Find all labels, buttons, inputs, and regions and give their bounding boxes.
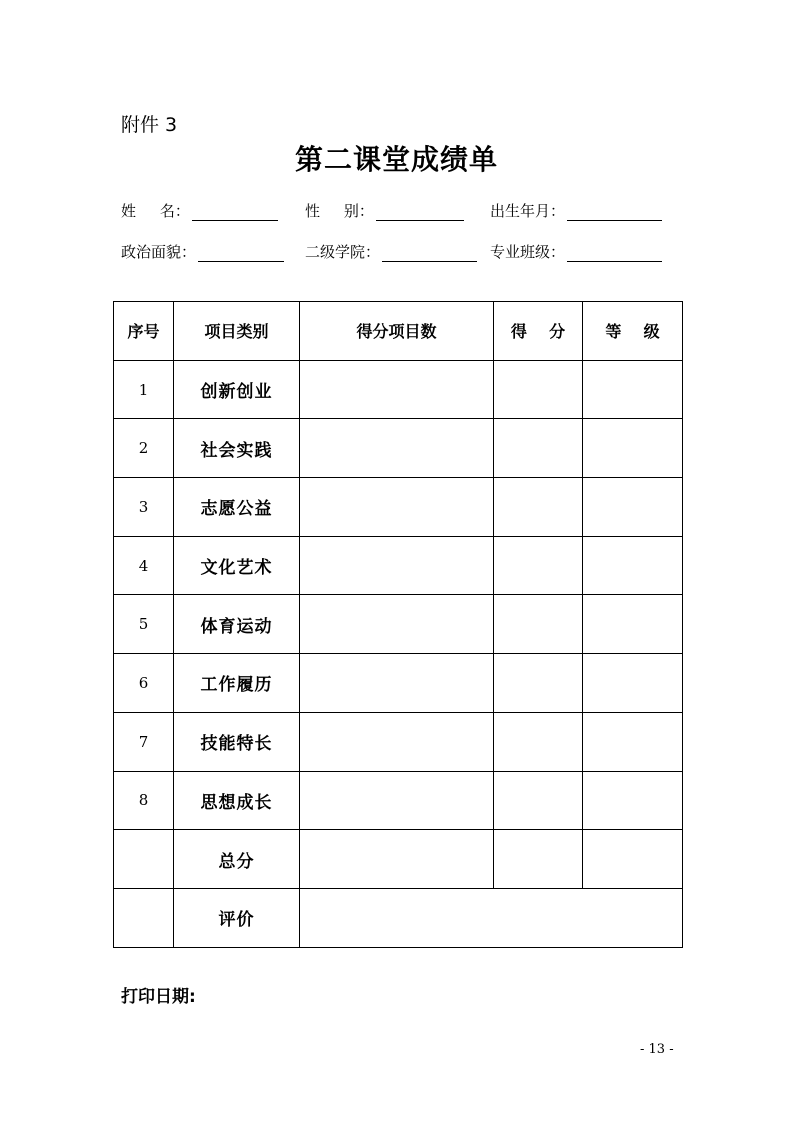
political-field bbox=[121, 238, 284, 262]
row-grade-cell[interactable] bbox=[583, 595, 683, 654]
page-title: 第二课堂成绩单 bbox=[294, 143, 498, 176]
row-count-cell[interactable] bbox=[300, 360, 494, 419]
table-row bbox=[114, 478, 683, 537]
header-category: 项目类别 bbox=[174, 302, 300, 361]
row-category: 思想成长 bbox=[174, 771, 300, 830]
row-grade-cell[interactable] bbox=[583, 712, 683, 771]
header-index: 序号 bbox=[114, 302, 174, 361]
row-category: 创新创业 bbox=[174, 360, 300, 419]
political-label: 政治面貌： bbox=[121, 243, 197, 261]
row-score-cell[interactable] bbox=[494, 595, 583, 654]
row-index: 6 bbox=[114, 654, 174, 713]
row-count-cell[interactable] bbox=[300, 712, 494, 771]
table-row bbox=[114, 771, 683, 830]
evaluation-cell[interactable] bbox=[300, 888, 683, 947]
table-row bbox=[114, 595, 683, 654]
row-score-cell[interactable] bbox=[494, 771, 583, 830]
row-category: 技能特长 bbox=[174, 712, 300, 771]
total-row bbox=[114, 830, 683, 889]
college-field bbox=[305, 238, 477, 262]
birth-blank[interactable] bbox=[567, 200, 662, 221]
table-header-row bbox=[114, 302, 683, 361]
birth-field bbox=[490, 197, 662, 221]
total-index-cell bbox=[114, 830, 174, 889]
total-score-cell[interactable] bbox=[494, 830, 583, 889]
row-score-cell[interactable] bbox=[494, 360, 583, 419]
print-date-label: 打印日期: bbox=[121, 987, 196, 1007]
header-count: 得分项目数 bbox=[300, 302, 494, 361]
row-score-cell[interactable] bbox=[494, 478, 583, 537]
major-field bbox=[490, 238, 662, 262]
major-blank[interactable] bbox=[567, 241, 662, 262]
table-row bbox=[114, 360, 683, 419]
row-index: 2 bbox=[114, 419, 174, 478]
major-label: 专业班级： bbox=[490, 243, 566, 261]
row-index: 1 bbox=[114, 360, 174, 419]
birth-label: 出生年月： bbox=[490, 202, 566, 220]
table-row bbox=[114, 712, 683, 771]
row-category: 志愿公益 bbox=[174, 478, 300, 537]
total-count-cell[interactable] bbox=[300, 830, 494, 889]
evaluation-index-cell bbox=[114, 888, 174, 947]
row-score-cell[interactable] bbox=[494, 654, 583, 713]
row-category: 工作履历 bbox=[174, 654, 300, 713]
evaluation-label: 评价 bbox=[174, 888, 300, 947]
table-row bbox=[114, 536, 683, 595]
row-grade-cell[interactable] bbox=[583, 771, 683, 830]
row-category: 体育运动 bbox=[174, 595, 300, 654]
row-grade-cell[interactable] bbox=[583, 360, 683, 419]
gender-field bbox=[305, 197, 464, 221]
row-count-cell[interactable] bbox=[300, 771, 494, 830]
header-score: 得 分 bbox=[494, 302, 583, 361]
info-row-2 bbox=[0, 238, 793, 262]
row-index: 3 bbox=[114, 478, 174, 537]
header-grade: 等 级 bbox=[583, 302, 683, 361]
row-category: 文化艺术 bbox=[174, 536, 300, 595]
row-category: 社会实践 bbox=[174, 419, 300, 478]
total-label: 总分 bbox=[174, 830, 300, 889]
political-blank[interactable] bbox=[198, 241, 284, 262]
name-field bbox=[121, 197, 278, 221]
row-count-cell[interactable] bbox=[300, 419, 494, 478]
name-label: 姓 名： bbox=[121, 202, 190, 220]
info-row-1 bbox=[0, 197, 793, 221]
row-grade-cell[interactable] bbox=[583, 654, 683, 713]
row-score-cell[interactable] bbox=[494, 419, 583, 478]
evaluation-row bbox=[114, 888, 683, 947]
row-score-cell[interactable] bbox=[494, 712, 583, 771]
college-blank[interactable] bbox=[382, 241, 477, 262]
row-score-cell[interactable] bbox=[494, 536, 583, 595]
row-count-cell[interactable] bbox=[300, 478, 494, 537]
gender-label: 性 别： bbox=[305, 202, 374, 220]
page-number: - 13 - bbox=[640, 1042, 674, 1057]
row-count-cell[interactable] bbox=[300, 654, 494, 713]
college-label: 二级学院： bbox=[305, 243, 381, 261]
row-count-cell[interactable] bbox=[300, 536, 494, 595]
row-grade-cell[interactable] bbox=[583, 536, 683, 595]
table-row bbox=[114, 654, 683, 713]
attachment-label: 附件 3 bbox=[121, 114, 178, 136]
row-index: 7 bbox=[114, 712, 174, 771]
row-grade-cell[interactable] bbox=[583, 478, 683, 537]
row-count-cell[interactable] bbox=[300, 595, 494, 654]
name-blank[interactable] bbox=[192, 200, 278, 221]
row-index: 4 bbox=[114, 536, 174, 595]
row-grade-cell[interactable] bbox=[583, 419, 683, 478]
table-row bbox=[114, 419, 683, 478]
row-index: 5 bbox=[114, 595, 174, 654]
score-table bbox=[113, 301, 683, 948]
gender-blank[interactable] bbox=[376, 200, 464, 221]
row-index: 8 bbox=[114, 771, 174, 830]
total-grade-cell[interactable] bbox=[583, 830, 683, 889]
